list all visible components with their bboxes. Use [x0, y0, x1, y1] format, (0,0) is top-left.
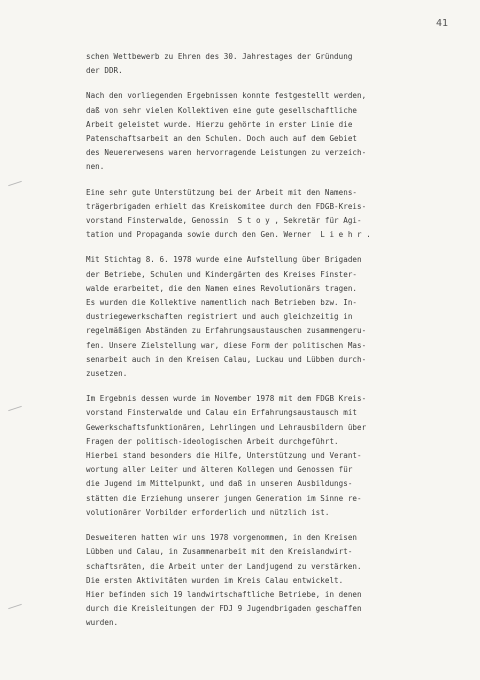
text-line: walde erarbeitet, die den Namen eines Revolutionärs tragen.: [86, 283, 358, 293]
text-line: Patenschaftsarbeit an den Schulen. Doch auch auf dem Gebiet: [86, 134, 358, 144]
text-line: Desweiteren hatten wir uns 1978 vorgenommen, in den Kreisen: [86, 533, 358, 543]
text-line: Hier befinden sich 19 landwirtschaftliche Betriebe, in denen: [86, 589, 362, 599]
text-line: schen Wettbewerb zu Ehren des 30. Jahrestages der Gründung: [86, 52, 353, 61]
text-line: tation und Propaganda sowie durch den Gen. Werner L i e h r .: [86, 230, 371, 240]
text-line: volutionärer Vorbilder erforderlich und nützlich ist.: [86, 507, 330, 517]
text-line: stätten die Erziehung unserer jungen Generation im Sinne re-: [86, 493, 362, 503]
text-line: nen.: [86, 162, 105, 172]
margin-mark: [8, 406, 22, 411]
text-line: die Jugend im Mittelpunkt, und daß in unseren Ausbildungs-: [86, 479, 353, 489]
paragraph: [86, 253, 458, 381]
text-line: wortung aller Leiter und älteren Kollegen und Genossen für: [86, 465, 353, 475]
text-line: der Betriebe, Schulen und Kindergärten des Kreises Finster-: [86, 269, 358, 279]
text-line: Gewerkschaftsfunktionären, Lehrlingen und Lehrausbildern über: [86, 422, 367, 432]
text-line: dustriegewerkschaften registriert und auch gleichzeitig in: [86, 312, 353, 322]
paragraph: [86, 50, 458, 78]
text-line: regelmäßigen Abständen zu Erfahrungsaustauschen zusammengeru-: [86, 326, 367, 336]
text-line: vorstand Finsterwalde, Genossin S t o y , Sekretär für Agi-: [86, 216, 362, 226]
text-line: fen. Unsere Zielstellung war, diese Form der politischen Mas-: [86, 340, 367, 350]
text-line: Im Ergebnis dessen wurde im November 1978 mit dem FDGB Kreis-: [86, 394, 367, 404]
text-line: schaftsräten, die Arbeit unter der Landjugend zu verstärken.: [86, 561, 362, 571]
margin-mark: [8, 604, 22, 609]
text-line: durch die Kreisleitungen der FDJ 9 Jugendbrigaden geschaffen: [86, 604, 362, 614]
text-line: zusetzen.: [86, 369, 128, 379]
paragraph: [86, 392, 458, 520]
text-line: Lübben und Calau, in Zusammenarbeit mit den Kreislandwirt-: [86, 547, 353, 557]
text-line: Mit Stichtag 8. 6. 1978 wurde eine Aufstellung über Brigaden: [86, 255, 362, 265]
text-line: trägerbrigaden erhielt das Kreiskomitee durch den FDGB-Kreis-: [86, 201, 367, 211]
text-line: Arbeit geleistet wurde. Hierzu gehörte in erster Linie die: [86, 119, 353, 129]
text-line: wurden.: [86, 618, 119, 628]
typewritten-document-body: [86, 50, 458, 642]
text-line: Fragen der politisch-ideologischen Arbeit durchgeführt.: [86, 436, 339, 446]
text-line: Eine sehr gute Unterstützung bei der Arbeit mit den Namens-: [86, 187, 358, 197]
paragraph: [86, 186, 458, 243]
text-line: Nach den vorliegenden Ergebnissen konnte festgestellt werden,: [86, 91, 367, 101]
text-line: Die ersten Aktivitäten wurden im Kreis Calau entwickelt.: [86, 575, 344, 585]
margin-mark: [8, 181, 22, 186]
paragraph: [86, 89, 458, 174]
text-line: daß von sehr vielen Kollektiven eine gute gesellschaftliche: [86, 105, 358, 115]
text-line: Hierbei stand besonders die Hilfe, Unterstützung und Verant-: [86, 451, 362, 461]
text-line: Es wurden die Kollektive namentlich nach Betrieben bzw. In-: [86, 298, 358, 308]
text-line: des Neuererwesens waren hervorragende Leistungen zu verzeich-: [86, 148, 367, 158]
text-line: senarbeit auch in den Kreisen Calau, Luckau und Lübben durch-: [86, 354, 367, 364]
page-number: 41: [436, 18, 449, 29]
text-line: der DDR.: [86, 66, 123, 76]
text-line: vorstand Finsterwalde und Calau ein Erfahrungsaustausch mit: [86, 408, 358, 418]
paragraph: [86, 531, 458, 630]
